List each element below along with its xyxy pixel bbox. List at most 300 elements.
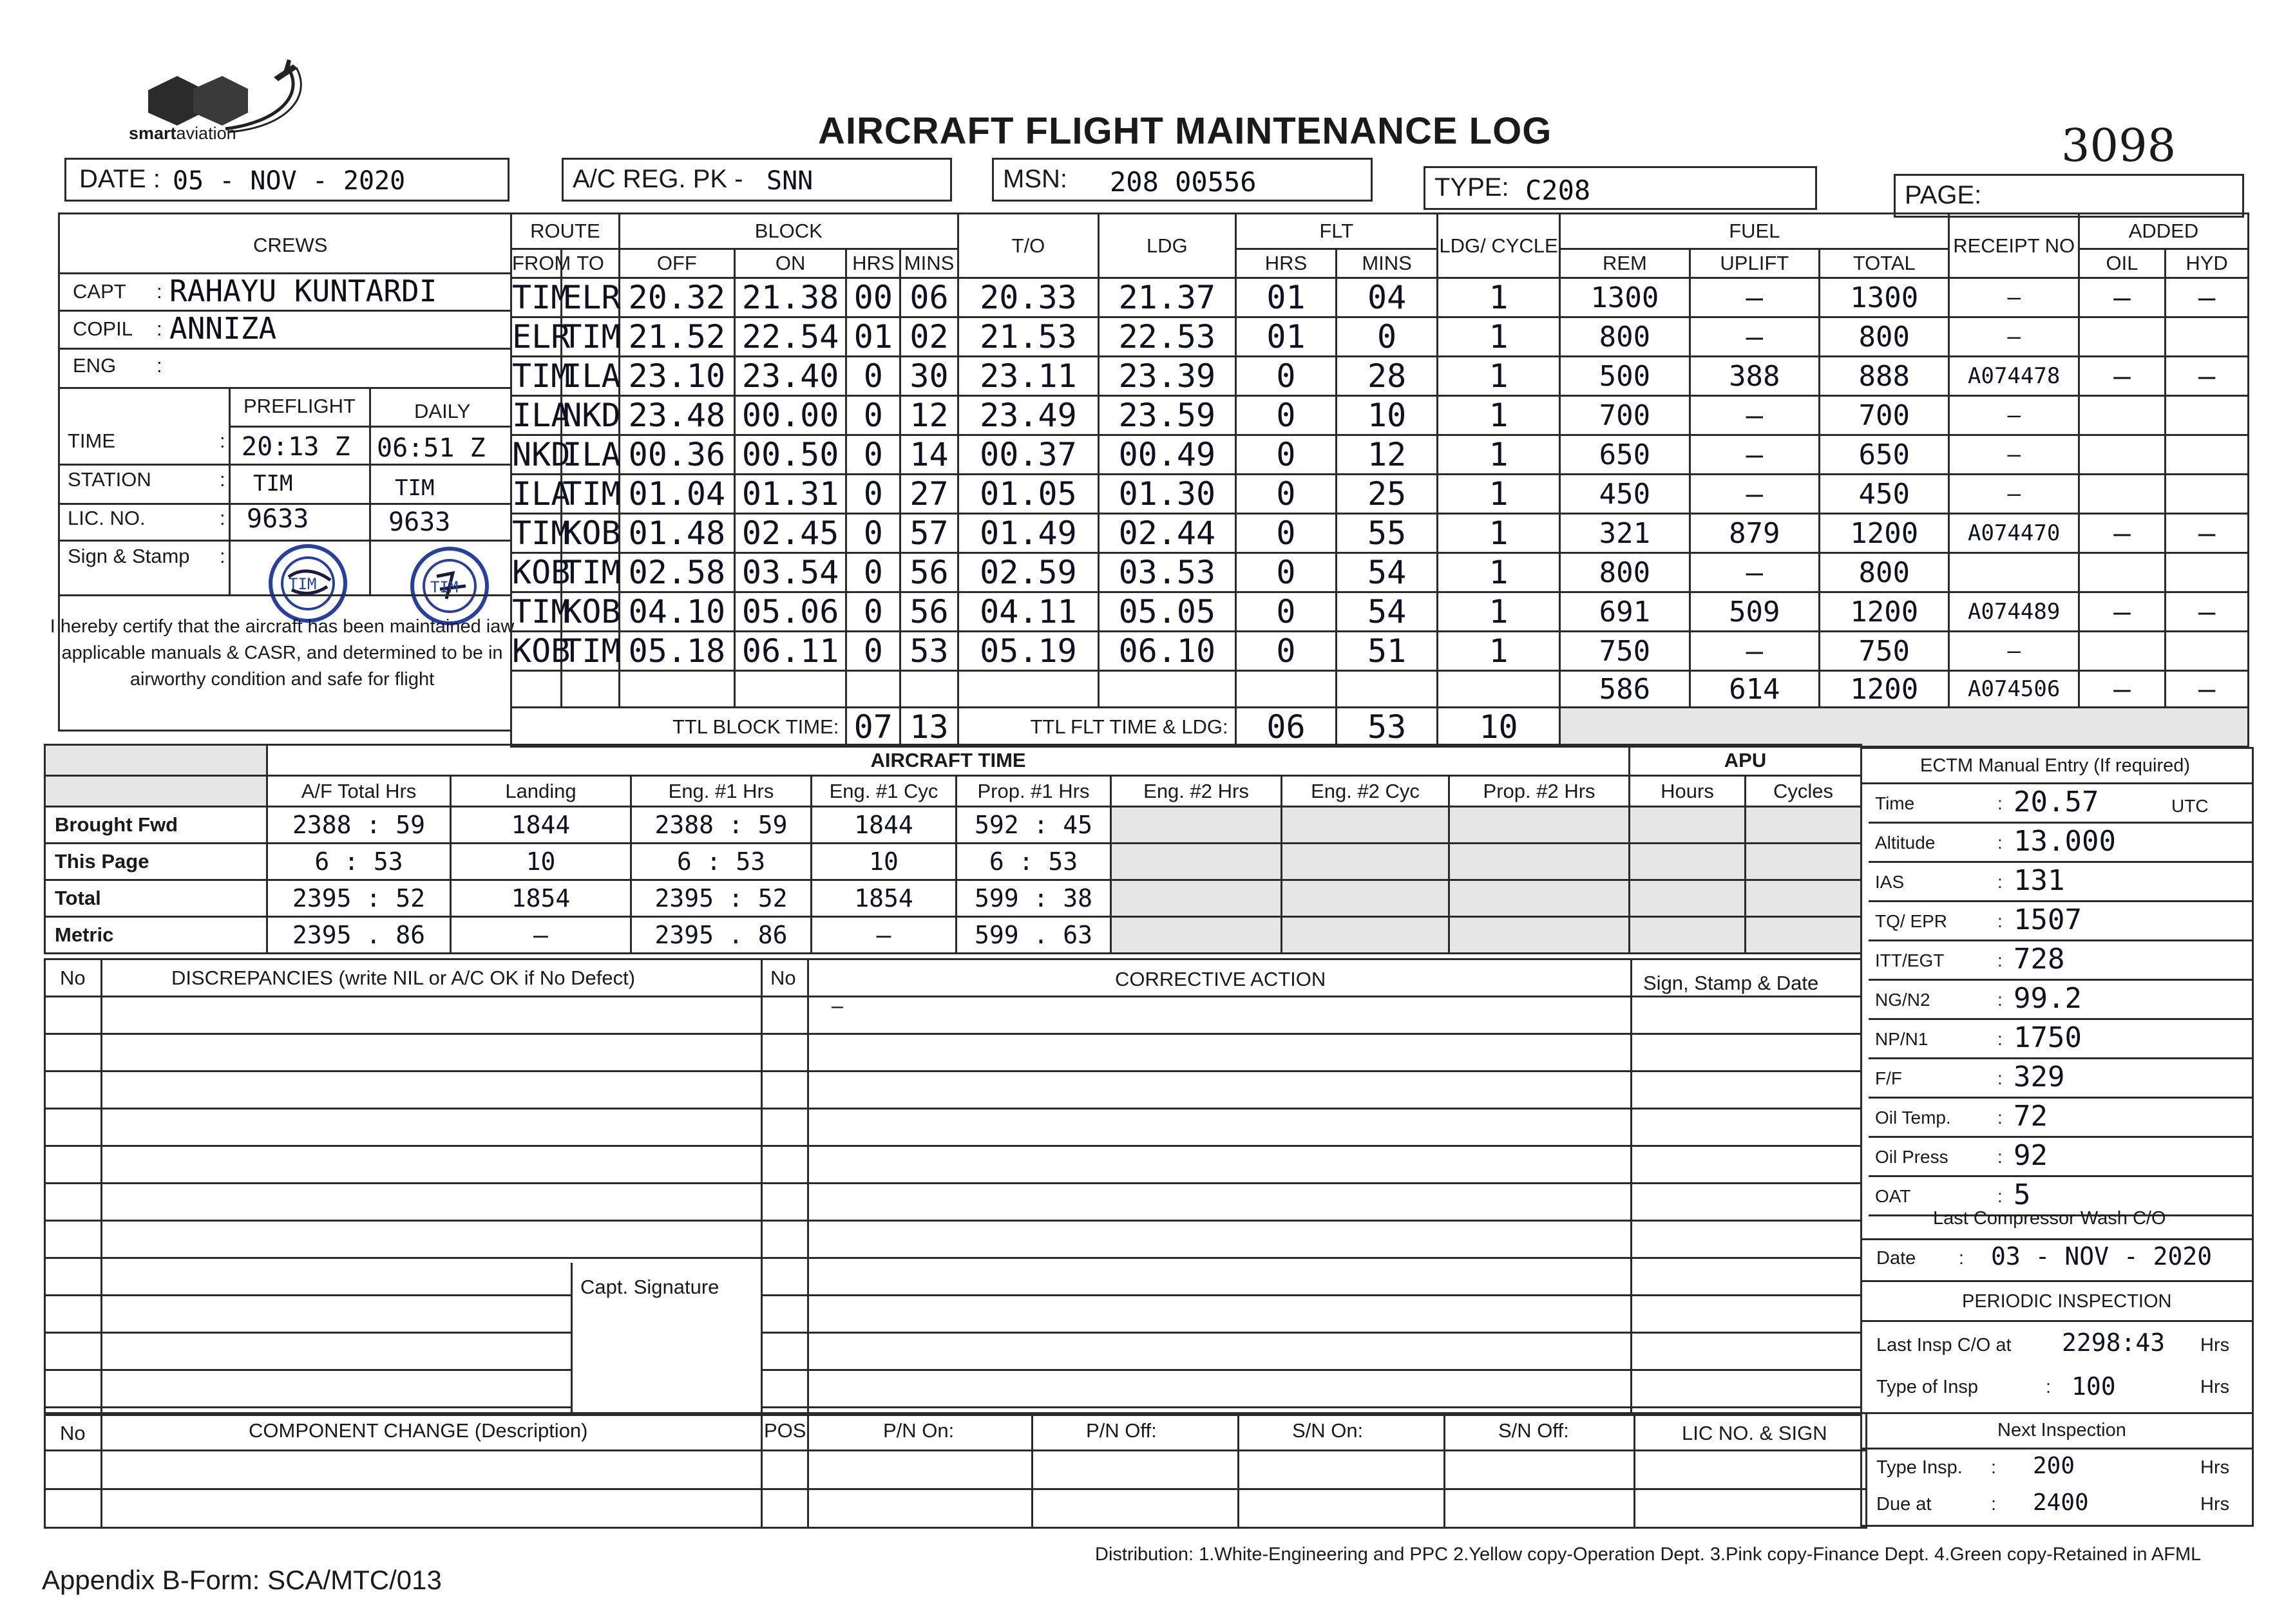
aircraft-time-value[interactable]: 599 . 63 bbox=[957, 917, 1111, 954]
flight-cell-to[interactable]: TIM bbox=[562, 318, 621, 355]
flight-cell-receipt[interactable]: A074489 bbox=[1949, 592, 2079, 632]
aircraft-time-empty[interactable] bbox=[1111, 807, 1282, 844]
aircraft-time-value[interactable]: 2395 : 52 bbox=[267, 880, 451, 917]
flight-cell-receipt[interactable]: A074478 bbox=[1949, 357, 2079, 396]
flight-cell-total[interactable]: 800 bbox=[1820, 317, 1949, 357]
aircraft-time-value[interactable]: 10 bbox=[812, 844, 957, 880]
time-daily[interactable]: 06:51 Z bbox=[377, 433, 486, 463]
aircraft-time-value[interactable]: — bbox=[812, 917, 957, 954]
flight-cell-ldg[interactable]: 00.49 bbox=[1099, 435, 1236, 475]
aircraft-time-empty[interactable] bbox=[1449, 880, 1630, 917]
flight-cell-takeoff[interactable]: 04.11 bbox=[958, 592, 1098, 632]
flight-cell-rem[interactable]: 691 bbox=[1560, 592, 1690, 632]
flight-cell-rem[interactable]: 1300 bbox=[1560, 278, 1690, 317]
preflight-label: PREFLIGHT bbox=[243, 395, 356, 417]
flight-cell-flt-mins[interactable]: 55 bbox=[1337, 514, 1438, 553]
company-logo bbox=[129, 52, 309, 148]
aircraft-time-empty[interactable] bbox=[1111, 844, 1282, 880]
aircraft-time-row-label: Brought Fwd bbox=[45, 807, 267, 844]
flight-cell-oil[interactable] bbox=[2079, 396, 2165, 435]
flight-cell-receipt[interactable]: — bbox=[1949, 435, 2079, 475]
flight-cell-flt-hrs[interactable]: 0 bbox=[1235, 514, 1337, 553]
aircraft-time-empty[interactable] bbox=[1449, 844, 1630, 880]
flight-cell-receipt[interactable]: A074470 bbox=[1949, 514, 2079, 553]
last-insp-label: Last Insp C/O at bbox=[1876, 1335, 2012, 1355]
flight-cell-rem[interactable]: 700 bbox=[1560, 396, 1690, 435]
flight-cell-oil[interactable] bbox=[2079, 317, 2165, 357]
aircraft-time-value[interactable]: 6 : 53 bbox=[957, 844, 1111, 880]
flight-cell-total[interactable]: 750 bbox=[1820, 632, 1949, 671]
flight-cell-to[interactable]: KOB bbox=[562, 515, 621, 552]
ttl-flt-hrs[interactable]: 06 bbox=[1235, 708, 1337, 747]
flight-cell-mins[interactable]: 56 bbox=[900, 553, 958, 592]
lic-preflight[interactable]: 9633 bbox=[247, 504, 309, 534]
flight-cell-off[interactable]: 00.36 bbox=[619, 435, 734, 475]
flight-cell-takeoff[interactable]: 21.53 bbox=[958, 317, 1098, 357]
flight-cell-hyd[interactable]: — bbox=[2166, 357, 2249, 396]
flight-cell-rem[interactable]: 586 bbox=[1560, 671, 1690, 708]
flight-cell-to[interactable]: TIM bbox=[562, 475, 621, 513]
due-at-unit: Hrs bbox=[2200, 1494, 2230, 1515]
flight-cell-to[interactable]: ELR bbox=[562, 279, 621, 316]
flight-cell-takeoff[interactable]: 02.59 bbox=[958, 553, 1098, 592]
flight-cell-on[interactable] bbox=[734, 671, 846, 708]
flight-cell-off[interactable]: 23.10 bbox=[619, 357, 734, 396]
flight-cell-from[interactable]: TIM bbox=[512, 515, 571, 552]
flight-cell-hyd[interactable] bbox=[2166, 475, 2249, 514]
flight-cell-takeoff[interactable]: 01.49 bbox=[958, 514, 1098, 553]
flight-cell-cycle[interactable]: 1 bbox=[1437, 553, 1559, 592]
flight-cell-to[interactable]: NKD bbox=[562, 397, 621, 434]
flight-cell-ldg[interactable]: 06.10 bbox=[1099, 632, 1236, 671]
aircraft-time-value[interactable]: 6 : 53 bbox=[267, 844, 451, 880]
flight-cell-from[interactable]: ILA bbox=[512, 475, 571, 513]
flight-cell-oil[interactable] bbox=[2079, 475, 2165, 514]
ttl-block-hrs[interactable]: 07 bbox=[846, 708, 900, 747]
appendix-label: Appendix B-Form: SCA/MTC/013 bbox=[42, 1565, 442, 1595]
ttl-flt-mins[interactable]: 53 bbox=[1337, 708, 1438, 747]
flight-cell-mins[interactable]: 56 bbox=[900, 592, 958, 632]
aircraft-time-empty[interactable] bbox=[1282, 844, 1449, 880]
ectm-value[interactable]: 1750 bbox=[2014, 1021, 2082, 1054]
uplift-header: UPLIFT bbox=[1690, 249, 1819, 278]
sn-off-label: S/N Off: bbox=[1498, 1419, 1569, 1442]
ectm-value[interactable]: 72 bbox=[2014, 1100, 2048, 1133]
compressor-wash-title: Last Compressor Wash C/O bbox=[1933, 1208, 2166, 1229]
ectm-value[interactable]: 131 bbox=[2014, 864, 2065, 897]
crews-title: CREWS bbox=[253, 234, 328, 256]
flt-header: FLT bbox=[1235, 214, 1437, 249]
flight-cell-to[interactable]: TIM bbox=[562, 554, 621, 591]
aircraft-time-empty[interactable] bbox=[1282, 880, 1449, 917]
apu-cell[interactable] bbox=[1630, 880, 1746, 917]
ectm-value[interactable]: 99.2 bbox=[2014, 982, 2082, 1015]
flight-cell-takeoff[interactable]: 01.05 bbox=[958, 475, 1098, 514]
flight-cell-flt-hrs[interactable]: 0 bbox=[1235, 357, 1337, 396]
flight-cell-off[interactable]: 23.48 bbox=[619, 396, 734, 435]
flight-cell-oil[interactable]: — bbox=[2079, 357, 2165, 396]
msn-label: MSN: bbox=[1003, 165, 1067, 193]
flight-cell-flt-mins[interactable]: 04 bbox=[1337, 278, 1438, 317]
flight-cell-off[interactable]: 02.58 bbox=[619, 553, 734, 592]
ttl-ldg[interactable]: 10 bbox=[1437, 708, 1559, 747]
flight-cell-hyd[interactable] bbox=[2166, 632, 2249, 671]
date-field[interactable] bbox=[64, 158, 509, 202]
flight-cell-ldg[interactable]: 02.44 bbox=[1099, 514, 1236, 553]
flight-cell-receipt[interactable]: — bbox=[1949, 632, 2079, 671]
time-preflight[interactable]: 20:13 Z bbox=[242, 432, 350, 462]
compressor-date-value[interactable]: 03 - NOV - 2020 bbox=[1991, 1242, 2213, 1270]
flight-cell-to[interactable]: TIM bbox=[562, 632, 621, 670]
flight-cell-hrs[interactable]: 0 bbox=[846, 514, 900, 553]
flight-cell-total[interactable]: 1300 bbox=[1820, 278, 1949, 317]
flight-cell-total[interactable]: 450 bbox=[1820, 475, 1949, 514]
flight-cell-rem[interactable]: 500 bbox=[1560, 357, 1690, 396]
flight-cell-cycle[interactable]: 1 bbox=[1437, 514, 1559, 553]
eng2-cyc-header: Eng. #2 Cyc bbox=[1282, 776, 1449, 807]
flight-cell-cycle[interactable]: 1 bbox=[1437, 632, 1559, 671]
flight-cell-uplift[interactable]: — bbox=[1690, 396, 1819, 435]
last-insp-value[interactable]: 2298:43 bbox=[2062, 1328, 2166, 1357]
due-at-value[interactable]: 2400 bbox=[2033, 1489, 2089, 1516]
flight-cell-ldg[interactable] bbox=[1099, 671, 1236, 708]
aircraft-time-value[interactable]: 1854 bbox=[451, 880, 631, 917]
route-header: ROUTE bbox=[511, 214, 620, 249]
flight-cell-mins[interactable]: 06 bbox=[900, 278, 958, 317]
flight-cell-oil[interactable] bbox=[2079, 632, 2165, 671]
flight-cell-rem[interactable]: 800 bbox=[1560, 317, 1690, 357]
flight-cell-oil[interactable]: — bbox=[2079, 671, 2165, 708]
flight-cell-off[interactable]: 04.10 bbox=[619, 592, 734, 632]
flight-cell-oil[interactable] bbox=[2079, 553, 2165, 592]
flight-cell-flt-hrs[interactable]: 0 bbox=[1235, 435, 1337, 475]
apu-cell[interactable] bbox=[1746, 880, 1862, 917]
ectm-label: Altitude bbox=[1875, 833, 1936, 853]
ectm-value[interactable]: 329 bbox=[2014, 1061, 2065, 1093]
type-insp-unit: Hrs bbox=[2200, 1377, 2230, 1397]
flight-cell-flt-mins[interactable]: 0 bbox=[1337, 317, 1438, 357]
discrepancy-section bbox=[44, 958, 1862, 1416]
flight-cell-ldg[interactable]: 23.59 bbox=[1099, 396, 1236, 435]
flight-cell-total[interactable]: 650 bbox=[1820, 435, 1949, 475]
flight-cell-off[interactable]: 01.04 bbox=[619, 475, 734, 514]
flight-cell-uplift[interactable]: 388 bbox=[1690, 357, 1819, 396]
flight-cell-on[interactable]: 21.38 bbox=[734, 278, 846, 317]
flight-cell-uplift[interactable]: — bbox=[1690, 553, 1819, 592]
distribution-note: Distribution: 1.White-Engineering and PPC 2.Yellow copy-Operation Dept. 3.Pink copy-Finance Dept. 4.Green copy-Retained in AFML bbox=[1095, 1544, 2202, 1565]
ectm-value[interactable]: 92 bbox=[2014, 1139, 2048, 1172]
flight-cell-cycle[interactable]: 1 bbox=[1437, 317, 1559, 357]
lic-colon: : bbox=[220, 507, 225, 529]
apu-cell[interactable] bbox=[1630, 917, 1746, 954]
aircraft-time-value[interactable]: 10 bbox=[451, 844, 631, 880]
pn-on-label: P/N On: bbox=[883, 1419, 955, 1442]
flight-cell-mins[interactable] bbox=[900, 671, 958, 708]
flight-cell-on[interactable]: 05.06 bbox=[734, 592, 846, 632]
flight-cell-hyd[interactable] bbox=[2166, 553, 2249, 592]
flight-cell-from[interactable]: TIM bbox=[512, 279, 571, 316]
type-insp-value[interactable]: 100 bbox=[2071, 1372, 2116, 1401]
flight-cell-from[interactable]: KOB bbox=[512, 632, 571, 670]
flight-cell-on[interactable]: 03.54 bbox=[734, 553, 846, 592]
aircraft-time-empty[interactable] bbox=[1449, 917, 1630, 954]
flight-cell-cycle[interactable] bbox=[1437, 671, 1559, 708]
flight-cell-off[interactable] bbox=[619, 671, 734, 708]
ectm-colon: : bbox=[1997, 1029, 2003, 1049]
flight-cell-flt-mins[interactable]: 12 bbox=[1337, 435, 1438, 475]
aircraft-time-empty[interactable] bbox=[1111, 917, 1282, 954]
flight-cell-rem[interactable]: 450 bbox=[1560, 475, 1690, 514]
corrective-first-entry[interactable]: — bbox=[832, 996, 844, 1018]
flight-cell-hrs[interactable]: 01 bbox=[846, 317, 900, 357]
station-daily[interactable]: TIM bbox=[395, 475, 435, 501]
flight-cell-flt-mins[interactable]: 28 bbox=[1337, 357, 1438, 396]
flight-cell-from[interactable]: NKD bbox=[512, 436, 571, 473]
ruled-line bbox=[46, 1108, 1862, 1109]
flight-cell-mins[interactable]: 30 bbox=[900, 357, 958, 396]
aircraft-time-value[interactable]: 1854 bbox=[812, 880, 957, 917]
flight-cell-ldg[interactable]: 03.53 bbox=[1099, 553, 1236, 592]
discrepancy-title: DISCREPANCIES (write NIL or A/C OK if No Defect) bbox=[171, 967, 636, 989]
flight-cell-takeoff[interactable]: 20.33 bbox=[958, 278, 1098, 317]
flight-cell-ldg[interactable]: 01.30 bbox=[1099, 475, 1236, 514]
flight-cell-ldg[interactable]: 21.37 bbox=[1099, 278, 1236, 317]
flight-cell-mins[interactable]: 57 bbox=[900, 514, 958, 553]
ectm-value[interactable]: 20.57 bbox=[2014, 786, 2099, 818]
flight-cell-from[interactable]: KOB bbox=[512, 554, 571, 591]
aircraft-time-value[interactable]: 2395 . 86 bbox=[631, 917, 812, 954]
flight-cell-flt-mins[interactable]: 54 bbox=[1337, 592, 1438, 632]
flight-cell-takeoff[interactable] bbox=[958, 671, 1098, 708]
flight-cell-hyd[interactable]: — bbox=[2166, 592, 2249, 632]
flight-cell-rem[interactable]: 750 bbox=[1560, 632, 1690, 671]
flight-cell-total[interactable]: 800 bbox=[1820, 553, 1949, 592]
flight-cell-on[interactable]: 06.11 bbox=[734, 632, 846, 671]
flight-cell-rem[interactable]: 650 bbox=[1560, 435, 1690, 475]
flight-cell-flt-mins[interactable]: 25 bbox=[1337, 475, 1438, 514]
to-header: TO bbox=[562, 249, 620, 278]
aircraft-time-value[interactable]: 599 : 38 bbox=[957, 880, 1111, 917]
flight-cell-mins[interactable]: 27 bbox=[900, 475, 958, 514]
flight-cell-from[interactable] bbox=[511, 671, 562, 708]
flight-cell-total[interactable]: 1200 bbox=[1820, 514, 1949, 553]
flight-cell-uplift[interactable]: — bbox=[1690, 435, 1819, 475]
flight-cell-flt-mins[interactable]: 54 bbox=[1337, 553, 1438, 592]
flight-cell-flt-hrs[interactable]: 0 bbox=[1235, 592, 1337, 632]
apu-cell[interactable] bbox=[1746, 917, 1862, 954]
flight-cell-takeoff[interactable]: 05.19 bbox=[958, 632, 1098, 671]
flight-cell-flt-mins[interactable]: 10 bbox=[1337, 396, 1438, 435]
flight-cell-receipt[interactable]: — bbox=[1949, 317, 2079, 357]
aircraft-time-value[interactable]: 1844 bbox=[451, 807, 631, 844]
flight-cell-cycle[interactable]: 1 bbox=[1437, 592, 1559, 632]
flight-cell-total[interactable]: 700 bbox=[1820, 396, 1949, 435]
flight-cell-uplift[interactable]: — bbox=[1690, 317, 1819, 357]
flight-cell-to[interactable] bbox=[562, 671, 620, 708]
next-type-value[interactable]: 200 bbox=[2033, 1453, 2075, 1479]
flight-cell-receipt[interactable]: — bbox=[1949, 396, 2079, 435]
flight-cell-hrs[interactable]: 0 bbox=[846, 553, 900, 592]
takeoff-header: T/O bbox=[958, 214, 1098, 278]
flight-cell-hrs[interactable] bbox=[846, 671, 900, 708]
msn-field[interactable] bbox=[992, 158, 1373, 202]
prop1-hrs-header: Prop. #1 Hrs bbox=[957, 776, 1111, 807]
flight-cell-hrs[interactable]: 0 bbox=[846, 435, 900, 475]
flight-cell-takeoff[interactable]: 23.49 bbox=[958, 396, 1098, 435]
flight-cell-hrs[interactable]: 0 bbox=[846, 357, 900, 396]
acreg-field[interactable] bbox=[562, 158, 952, 202]
ectm-value[interactable]: 1507 bbox=[2014, 903, 2082, 936]
flight-cell-receipt[interactable]: — bbox=[1949, 278, 2079, 317]
flight-cell-on[interactable]: 22.54 bbox=[734, 317, 846, 357]
flight-cell-off[interactable]: 20.32 bbox=[619, 278, 734, 317]
ttl-flt-label: TTL FLT TIME & LDG: bbox=[958, 708, 1235, 747]
flight-cell-flt-mins[interactable] bbox=[1337, 671, 1438, 708]
flight-cell-total[interactable]: 1200 bbox=[1820, 671, 1949, 708]
aircraft-time-empty[interactable] bbox=[1282, 917, 1449, 954]
flight-cell-to[interactable]: KOB bbox=[562, 593, 621, 630]
copil-value[interactable]: ANNIZA bbox=[169, 311, 277, 346]
flight-cell-ldg[interactable]: 23.39 bbox=[1099, 357, 1236, 396]
flight-cell-to[interactable]: ILA bbox=[562, 436, 621, 473]
lic-daily[interactable]: 9633 bbox=[388, 507, 451, 537]
ectm-value[interactable]: 13.000 bbox=[2014, 825, 2116, 858]
block-header: BLOCK bbox=[619, 214, 958, 249]
flight-cell-to[interactable]: ILA bbox=[562, 357, 621, 395]
flight-row bbox=[511, 592, 2249, 632]
flight-cell-hrs[interactable]: 0 bbox=[846, 632, 900, 671]
flight-cell-hyd[interactable]: — bbox=[2166, 278, 2249, 317]
flight-cell-mins[interactable]: 02 bbox=[900, 317, 958, 357]
flight-cell-uplift[interactable]: 879 bbox=[1690, 514, 1819, 553]
flight-cell-flt-hrs[interactable]: 0 bbox=[1235, 632, 1337, 671]
ectm-title: ECTM Manual Entry (If required) bbox=[1920, 755, 2191, 776]
flight-cell-ldg[interactable]: 05.05 bbox=[1099, 592, 1236, 632]
flight-cell-on[interactable]: 01.31 bbox=[734, 475, 846, 514]
flight-cell-on[interactable]: 00.00 bbox=[734, 396, 846, 435]
flight-cell-off[interactable]: 01.48 bbox=[619, 514, 734, 553]
flight-cell-uplift[interactable]: — bbox=[1690, 278, 1819, 317]
acreg-value: SNN bbox=[767, 166, 814, 196]
flight-cell-flt-hrs[interactable]: 01 bbox=[1235, 317, 1337, 357]
aircraft-time-value[interactable]: 2388 : 59 bbox=[267, 807, 451, 844]
aircraft-time-empty[interactable] bbox=[1111, 880, 1282, 917]
page-field[interactable] bbox=[1894, 174, 2244, 218]
aircraft-time-value[interactable]: 592 : 45 bbox=[957, 807, 1111, 844]
flight-cell-hyd[interactable] bbox=[2166, 396, 2249, 435]
flight-cell-hyd[interactable]: — bbox=[2166, 514, 2249, 553]
flight-cell-rem[interactable]: 321 bbox=[1560, 514, 1690, 553]
flight-cell-on[interactable]: 00.50 bbox=[734, 435, 846, 475]
flight-cell-receipt[interactable] bbox=[1949, 553, 2079, 592]
flight-cell-hrs[interactable]: 0 bbox=[846, 396, 900, 435]
flight-cell-mins[interactable]: 12 bbox=[900, 396, 958, 435]
flight-cell-flt-hrs[interactable]: 0 bbox=[1235, 475, 1337, 514]
flight-cell-hrs[interactable]: 0 bbox=[846, 475, 900, 514]
flight-cell-from[interactable]: ELR bbox=[512, 318, 571, 355]
aircraft-time-value[interactable]: 2395 . 86 bbox=[267, 917, 451, 954]
flight-cell-flt-hrs[interactable]: 0 bbox=[1235, 553, 1337, 592]
flight-cell-from[interactable]: ILA bbox=[512, 397, 571, 434]
aircraft-time-empty[interactable] bbox=[1449, 807, 1630, 844]
flight-cell-hrs[interactable]: 0 bbox=[846, 592, 900, 632]
component-no-label: No bbox=[60, 1422, 86, 1444]
flight-cell-flt-hrs[interactable]: 0 bbox=[1235, 396, 1337, 435]
flight-cell-takeoff[interactable]: 23.11 bbox=[958, 357, 1098, 396]
flight-cell-hyd[interactable]: — bbox=[2166, 671, 2249, 708]
flight-cell-oil[interactable] bbox=[2079, 435, 2165, 475]
aircraft-time-value[interactable]: 2395 : 52 bbox=[631, 880, 812, 917]
ectm-value[interactable]: 728 bbox=[2014, 943, 2065, 976]
flight-cell-takeoff[interactable]: 00.37 bbox=[958, 435, 1098, 475]
flight-cell-cycle[interactable]: 1 bbox=[1437, 435, 1559, 475]
flight-cell-cycle[interactable]: 1 bbox=[1437, 278, 1559, 317]
apu-cell[interactable] bbox=[1746, 807, 1862, 844]
aircraft-time-value[interactable]: 2388 : 59 bbox=[631, 807, 812, 844]
capt-value[interactable]: RAHAYU KUNTARDI bbox=[169, 274, 437, 308]
flight-cell-receipt[interactable]: A074506 bbox=[1949, 671, 2079, 708]
flight-cell-ldg[interactable]: 22.53 bbox=[1099, 317, 1236, 357]
flight-cell-flt-hrs[interactable]: 01 bbox=[1235, 278, 1337, 317]
flight-cell-off[interactable]: 21.52 bbox=[619, 317, 734, 357]
flight-cell-hrs[interactable]: 00 bbox=[846, 278, 900, 317]
flight-cell-total[interactable]: 1200 bbox=[1820, 592, 1949, 632]
flight-cell-hyd[interactable] bbox=[2166, 435, 2249, 475]
apu-cell[interactable] bbox=[1630, 844, 1746, 880]
aircraft-time-value[interactable]: 1844 bbox=[812, 807, 957, 844]
ectm-row bbox=[1869, 902, 2252, 941]
flight-cell-flt-hrs[interactable] bbox=[1235, 671, 1337, 708]
date-value: 05 - NOV - 2020 bbox=[173, 166, 406, 196]
flight-cell-cycle[interactable]: 1 bbox=[1437, 475, 1559, 514]
flight-cell-hyd[interactable] bbox=[2166, 317, 2249, 357]
flight-cell-uplift[interactable]: 614 bbox=[1690, 671, 1819, 708]
flight-cell-receipt[interactable]: — bbox=[1949, 475, 2079, 514]
flight-cell-rem[interactable]: 800 bbox=[1560, 553, 1690, 592]
aircraft-time-corner bbox=[45, 745, 267, 776]
type-value: C208 bbox=[1525, 175, 1591, 206]
flight-cell-oil[interactable]: — bbox=[2079, 514, 2165, 553]
flight-cell-cycle[interactable]: 1 bbox=[1437, 357, 1559, 396]
flight-cell-uplift[interactable]: — bbox=[1690, 475, 1819, 514]
flight-cell-mins[interactable]: 14 bbox=[900, 435, 958, 475]
flight-cell-on[interactable]: 02.45 bbox=[734, 514, 846, 553]
aircraft-time-value[interactable]: — bbox=[451, 917, 631, 954]
flight-cell-flt-mins[interactable]: 51 bbox=[1337, 632, 1438, 671]
flight-cell-total[interactable]: 888 bbox=[1820, 357, 1949, 396]
aircraft-time-rows bbox=[45, 807, 1630, 954]
flight-cell-off[interactable]: 05.18 bbox=[619, 632, 734, 671]
flight-cell-uplift[interactable]: 509 bbox=[1690, 592, 1819, 632]
flight-cell-mins[interactable]: 53 bbox=[900, 632, 958, 671]
apu-cell[interactable] bbox=[1746, 844, 1862, 880]
flight-cell-uplift[interactable]: — bbox=[1690, 632, 1819, 671]
flight-cell-from[interactable]: TIM bbox=[512, 593, 571, 630]
flight-cell-oil[interactable]: — bbox=[2079, 278, 2165, 317]
aircraft-time-value[interactable]: 6 : 53 bbox=[631, 844, 812, 880]
aircraft-time-empty[interactable] bbox=[1282, 807, 1449, 844]
apu-cell[interactable] bbox=[1630, 807, 1746, 844]
due-at-label: Due at bbox=[1876, 1494, 1932, 1515]
station-preflight[interactable]: TIM bbox=[253, 471, 293, 496]
flight-cell-oil[interactable]: — bbox=[2079, 592, 2165, 632]
type-field[interactable] bbox=[1424, 166, 1817, 210]
flight-cell-from[interactable]: TIM bbox=[512, 357, 571, 395]
flight-cell-cycle[interactable]: 1 bbox=[1437, 396, 1559, 435]
ectm-value[interactable]: 5 bbox=[2014, 1178, 2031, 1211]
flight-cell-on[interactable]: 23.40 bbox=[734, 357, 846, 396]
ttl-block-mins[interactable]: 13 bbox=[900, 708, 958, 747]
